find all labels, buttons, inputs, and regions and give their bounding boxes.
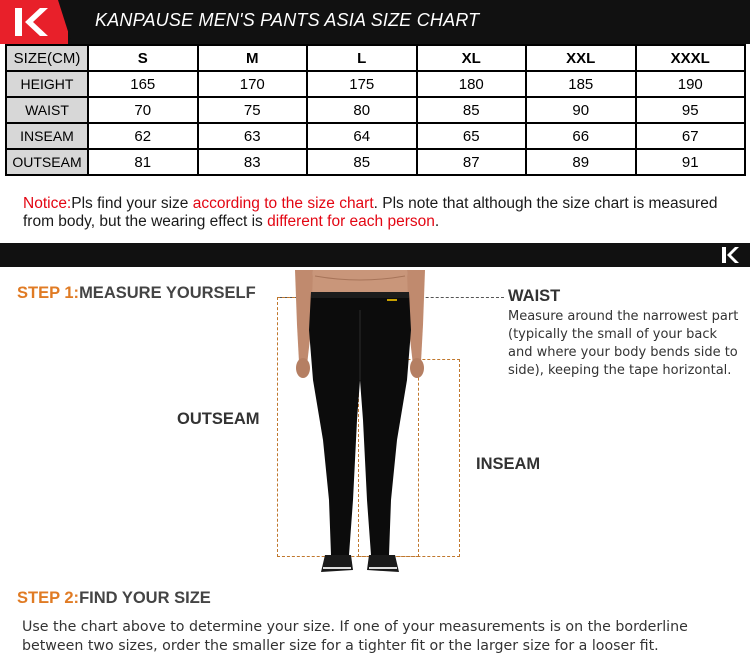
step1-number: STEP 1: [17, 284, 80, 302]
table-cell: 70 [88, 97, 198, 123]
row-label: HEIGHT [6, 71, 88, 97]
table-cell: 80 [307, 97, 417, 123]
notice-text: . Pls note that although the size chart is measured from body, but the wearing effect is [23, 195, 718, 230]
table-cell: 65 [417, 123, 527, 149]
step2-number: STEP 2: [17, 589, 80, 607]
step2-description: Use the chart above to determine your size. If one of your measurements is on the borderline between two sizes, order the smaller size for a tighter fit or the larger size for a looser fit. [22, 619, 688, 654]
table-cell: 62 [88, 123, 198, 149]
waist-label: WAIST [508, 287, 561, 305]
table-cell: 185 [526, 71, 636, 97]
table-row [6, 71, 745, 97]
table-cell: 83 [198, 149, 308, 175]
size-notice [23, 195, 738, 231]
row-label: WAIST [6, 97, 88, 123]
k-logo-icon [721, 246, 739, 264]
chart-title: KANPAUSE MEN'S PANTS ASIA SIZE CHART [95, 10, 480, 30]
outseam-label: OUTSEAM [177, 410, 260, 428]
table-cell: 165 [88, 71, 198, 97]
logo-notch [58, 0, 72, 44]
table-cell: 170 [198, 71, 308, 97]
k-logo-icon [12, 0, 52, 44]
row-label: OUTSEAM [6, 149, 88, 175]
model-figure-image [285, 270, 435, 580]
inseam-label: INSEAM [476, 455, 541, 473]
notice-prefix: Notice: [23, 195, 72, 212]
table-cell: 87 [417, 149, 527, 175]
table-cell: 91 [636, 149, 746, 175]
table-header-cell: XL [417, 45, 527, 71]
table-header-cell: SIZE(CM) [6, 45, 88, 71]
table-cell: 180 [417, 71, 527, 97]
table-row [6, 97, 745, 123]
table-header-cell: XXXL [636, 45, 746, 71]
table-cell: 95 [636, 97, 746, 123]
step2-title: FIND YOUR SIZE [79, 589, 211, 607]
table-header-row [6, 45, 745, 71]
table-cell: 75 [198, 97, 308, 123]
table-header-cell: S [88, 45, 198, 71]
notice-text: . [434, 213, 440, 230]
step2-heading [17, 589, 211, 608]
table-cell: 64 [307, 123, 417, 149]
table-cell: 89 [526, 149, 636, 175]
waist-description: Measure around the narrowest part (typically the small of your back and where your body bends side to side), keeping the tape horizontal. [508, 309, 739, 378]
table-cell: 175 [307, 71, 417, 97]
table-cell: 81 [88, 149, 198, 175]
step1-title: MEASURE YOURSELF [79, 284, 256, 302]
table-cell: 67 [636, 123, 746, 149]
table-header-cell: XXL [526, 45, 636, 71]
divider-band [0, 243, 750, 267]
table-cell: 90 [526, 97, 636, 123]
table-cell: 66 [526, 123, 636, 149]
table-header-cell: L [307, 45, 417, 71]
table-header-cell: M [198, 45, 308, 71]
notice-text: Pls find your size [71, 195, 193, 212]
step1-heading [17, 284, 256, 303]
table-cell: 190 [636, 71, 746, 97]
size-chart-table [5, 44, 746, 176]
table-row [6, 123, 745, 149]
table-cell: 85 [307, 149, 417, 175]
notice-highlight: according to the size chart [192, 195, 374, 212]
row-label: INSEAM [6, 123, 88, 149]
table-cell: 63 [198, 123, 308, 149]
table-row [6, 149, 745, 175]
notice-highlight: different for each person [267, 213, 435, 230]
chart-header [0, 0, 750, 44]
table-cell: 85 [417, 97, 527, 123]
